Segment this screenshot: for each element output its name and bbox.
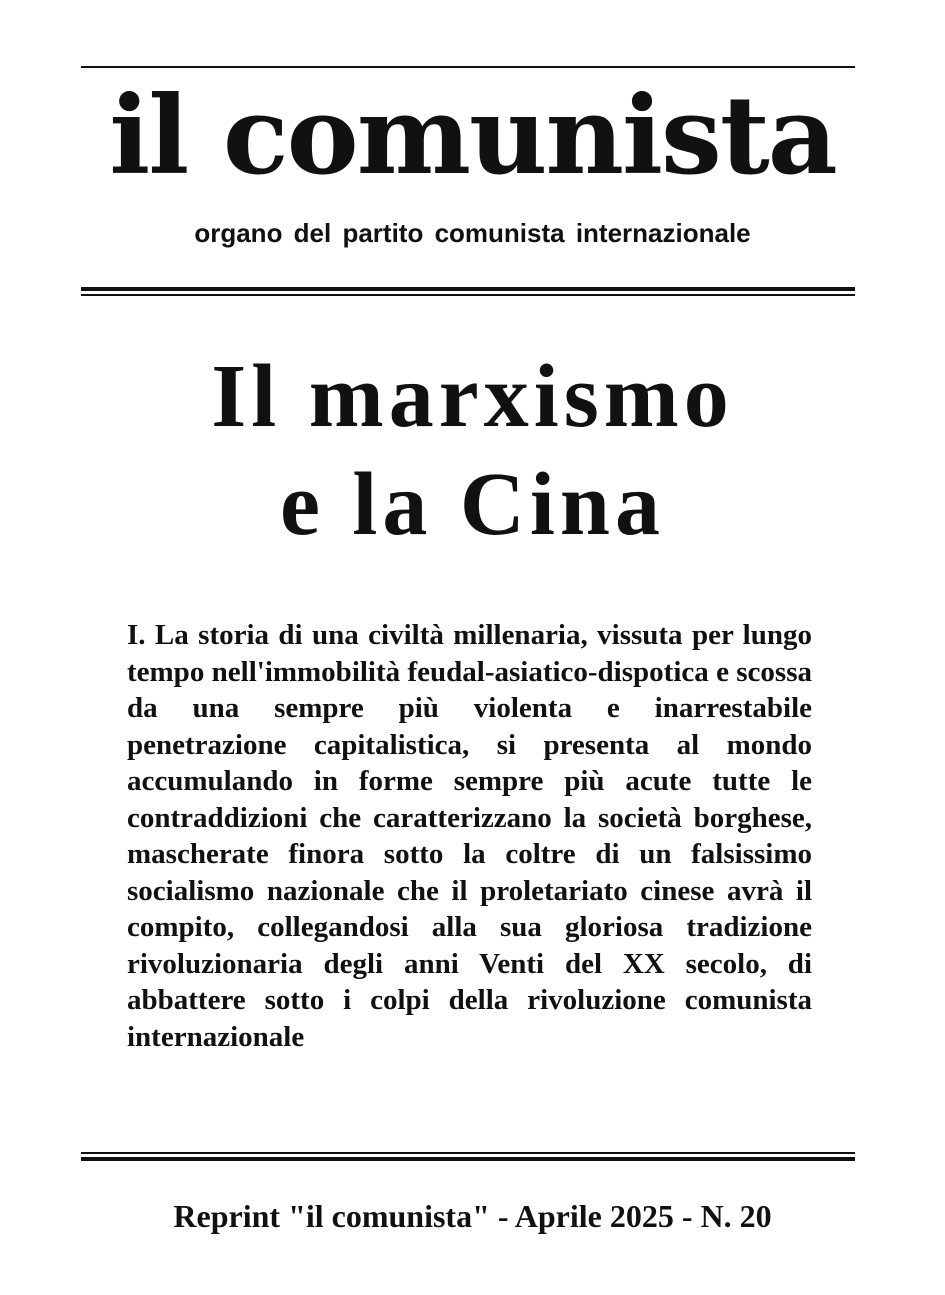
headline-line-1: Il marxismo: [211, 347, 734, 446]
footer-divider-thin: [81, 1152, 855, 1154]
body-paragraph: I. La storia di una civiltà millenaria, vissuta per lungo tempo nell'immobilità feudal-asiatico-dispotica e scossa da una sempre più violenta e inarrestabile penetrazione capitalistica, si presenta al mondo accumulando in forme sempre più acute tutte le contraddizioni che caratterizzano la società borghese, mascherate finora sotto la coltre di un falsissimo socialismo nazionale che il proletariato cinese avrà il compito, collegandosi alla sua gloriosa tradizione rivoluzionaria degli anni Venti del XX secolo, di abbattere sotto i colpi della rivoluzione comunista internazionale: [127, 619, 812, 1053]
masthead-title: il comunista: [109, 73, 836, 199]
footer-issue-info: Reprint "il comunista" - Aprile 2025 - N. 20: [173, 1198, 772, 1234]
footer-divider-thick: [81, 1157, 855, 1161]
masthead-divider-thick: [81, 287, 855, 291]
top-rule: [81, 66, 855, 68]
masthead-subtitle: organo del partito comunista internazionale: [194, 218, 751, 248]
masthead-divider-thin: [81, 294, 855, 296]
headline-line-2: e la Cina: [279, 455, 665, 554]
